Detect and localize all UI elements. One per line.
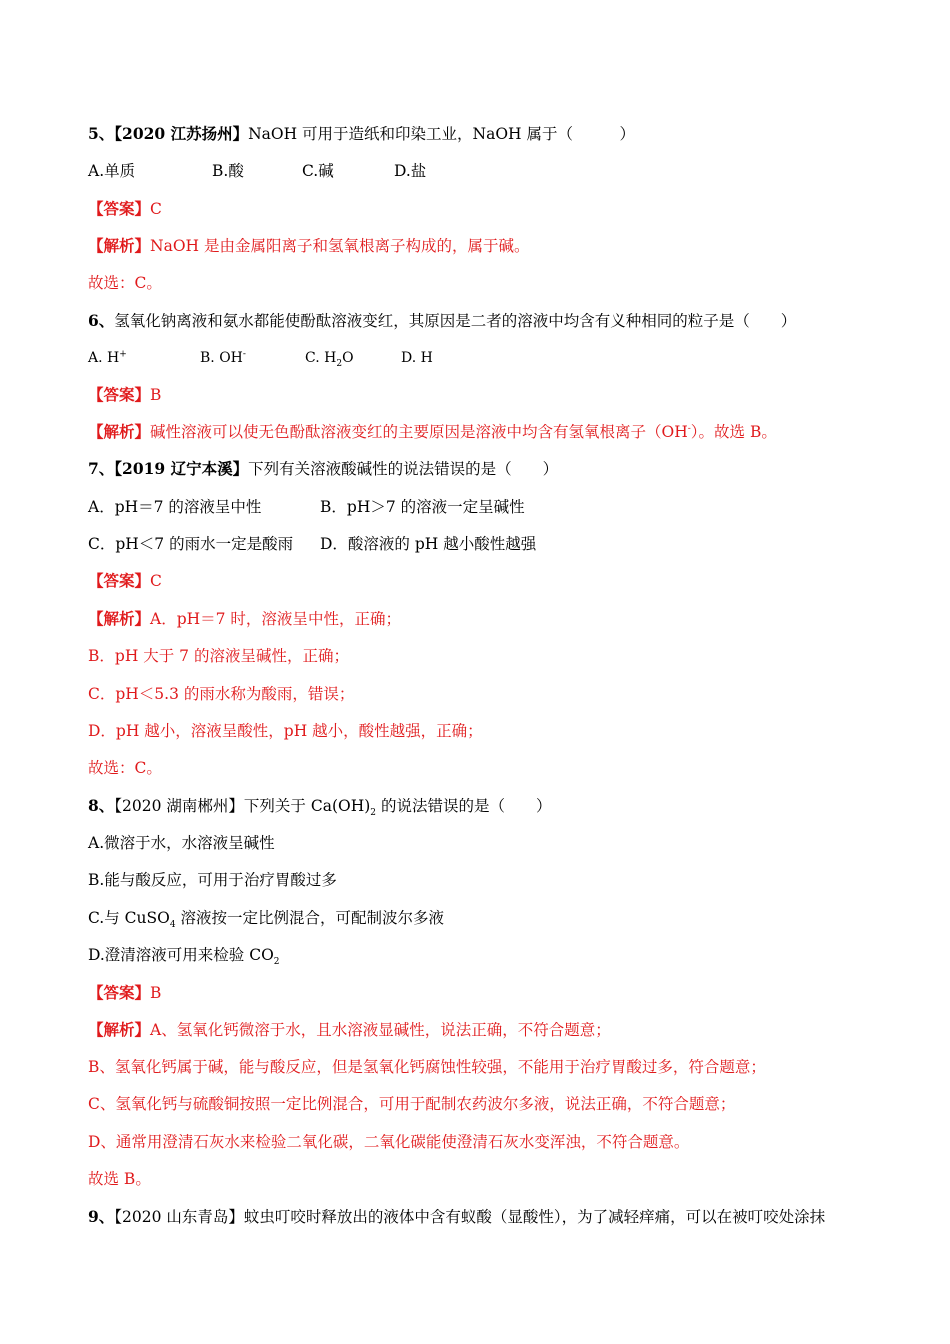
q8-answer-label: 【答案】 xyxy=(88,983,151,1002)
q5-number: 5、 xyxy=(88,124,115,143)
q8-analysis-line: A、氢氧化钙微溶于水，且水溶液显碱性，说法正确，不符合题意； xyxy=(150,1021,611,1039)
q7-analysis-line: C．pH＜5.3 的雨水称为酸雨，错误； xyxy=(88,685,355,703)
q6-answer-label: 【答案】 xyxy=(88,385,151,404)
q8-source-tag: 【2020 湖南郴州】 xyxy=(114,797,244,815)
q9-source-tag: 【2020 山东青岛】 xyxy=(114,1208,244,1226)
q5-analysis-label: 【解析】 xyxy=(88,236,151,255)
q7-conclusion: 故选：C。 xyxy=(88,759,162,777)
q8-number: 8、 xyxy=(88,796,115,815)
q5-stem xyxy=(88,123,635,145)
q7-option-b: B．pH＞7 的溶液一定呈碱性 xyxy=(320,498,525,516)
q5-conclusion: 故选：C。 xyxy=(88,274,162,292)
q6-analysis-label: 【解析】 xyxy=(88,422,151,441)
q8-option-c: C.与 CuSO$_4$ 溶液按一定比例混合，可配制波尔多液 xyxy=(88,909,445,931)
q6-number: 6、 xyxy=(88,311,115,330)
q9-stem xyxy=(88,1206,825,1228)
q6-option-b: B. OH- xyxy=(200,349,246,366)
q6-option-a: A. H+ xyxy=(88,349,127,366)
q6-answer xyxy=(88,384,161,406)
q5-option-a: A.单质 xyxy=(88,162,136,180)
q7-answer-label: 【答案】 xyxy=(88,571,151,590)
q8-analysis-line: D、通常用澄清石灰水来检验二氧化碳，二氧化碳能使澄清石灰水变浑浊，不符合题意。 xyxy=(88,1133,690,1151)
q8-analysis-line: C、氢氧化钙与硫酸铜按照一定比例混合，可用于配制农药波尔多液，说法正确，不符合题意； xyxy=(88,1095,736,1113)
q7-options-row2 xyxy=(88,533,536,555)
q7-answer xyxy=(88,570,162,592)
q5-answer-label: 【答案】 xyxy=(88,199,151,218)
q5-option-d: D.盐 xyxy=(394,162,427,180)
q7-number: 7、 xyxy=(88,459,115,478)
q5-analysis-text: NaOH 是由金属阳离子和氢氧根离子构成的，属于碱。 xyxy=(150,237,530,255)
q8-stem: 8、【2020 湖南郴州】下列关于 $Ca(OH)_2$ 的说法错误的是（ ） xyxy=(88,796,552,819)
q7-option-d: D．酸溶液的 pH 越小酸性越强 xyxy=(320,535,537,553)
q8-option-b: B.能与酸反应，可用于治疗胃酸过多 xyxy=(88,871,337,889)
q9-text: 蚊虫叮咬时释放出的液体中含有蚁酸（显酸性），为了减轻痒痛，可以在被叮咬处涂抹 xyxy=(243,1208,826,1226)
q5-option-b: B.酸 xyxy=(212,162,244,180)
q9-number: 9、 xyxy=(88,1207,115,1226)
q8-answer xyxy=(88,982,161,1004)
q5-answer xyxy=(88,198,162,220)
q7-option-c: C．pH＜7 的雨水一定是酸雨 xyxy=(88,535,294,553)
q7-analysis-line: A．pH＝7 时，溶液呈中性，正确； xyxy=(150,610,401,628)
q7-source-tag: 【2019 辽宁本溪】 xyxy=(114,459,249,478)
q7-answer-value: C xyxy=(150,572,162,590)
q7-analysis xyxy=(88,608,401,630)
q6-answer-value: B xyxy=(150,386,162,404)
q7-stem xyxy=(88,458,558,480)
q7-option-a: A．pH＝7 的溶液呈中性 xyxy=(88,498,262,516)
q8-analysis-line: B、氢氧化钙属于碱，能与酸反应，但是氢氧化钙腐蚀性较强，不能用于治疗胃酸过多，符合题意； xyxy=(88,1058,766,1076)
q5-option-c: C.碱 xyxy=(302,162,334,180)
q5-source-tag: 【2020 江苏扬州】 xyxy=(114,124,249,143)
q8-analysis xyxy=(88,1019,611,1041)
q5-options xyxy=(88,160,426,182)
q6-option-d: D. H xyxy=(401,350,433,366)
q7-analysis-label: 【解析】 xyxy=(88,609,151,628)
q7-options-row1 xyxy=(88,496,525,518)
q7-text: 下列有关溶液酸碱性的说法错误的是（ ） xyxy=(248,460,559,478)
q6-text: 氢氧化钠离液和氨水都能使酚酞溶液变红，其原因是二者的溶液中均含有义种相同的粒子是（ ） xyxy=(114,312,797,330)
q8-option-a: A.微溶于水，水溶液呈碱性 xyxy=(88,834,275,852)
q8-answer-value: B xyxy=(150,984,162,1002)
q6-option-c: C. $H_2O$ xyxy=(305,350,354,369)
q5-text: NaOH 可用于造纸和印染工业，NaOH 属于（ ） xyxy=(248,125,636,143)
q5-answer-value: C xyxy=(150,200,162,218)
q6-analysis: 【解析】碱性溶液可以使无色酚酞溶液变红的主要原因是溶液中均含有氢氧根离子（OH-）。故选 B。 xyxy=(88,422,777,441)
q6-options xyxy=(88,347,433,369)
q8-option-d: D.澄清溶液可用来检验 $CO_2$ xyxy=(88,946,280,968)
q7-analysis-line: B．pH 大于 7 的溶液呈碱性，正确； xyxy=(88,647,349,665)
q5-analysis xyxy=(88,235,529,257)
q6-stem xyxy=(88,310,796,332)
q8-conclusion: 故选 B。 xyxy=(88,1170,151,1188)
q8-analysis-label: 【解析】 xyxy=(88,1020,151,1039)
q7-analysis-line: D．pH 越小，溶液呈酸性，pH 越小，酸性越强，正确； xyxy=(88,722,483,740)
